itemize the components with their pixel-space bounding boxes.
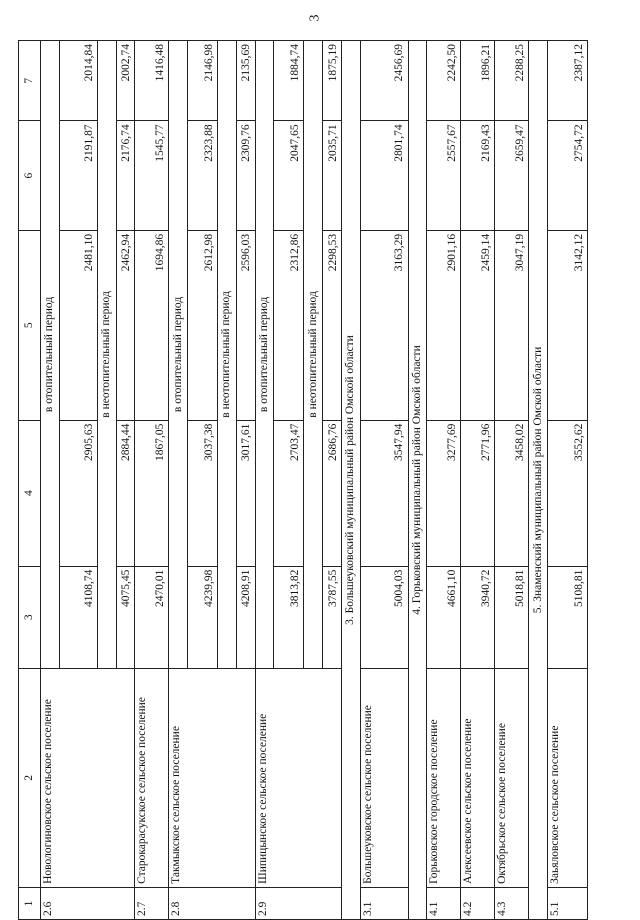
value-cell: 3787,55 (323, 566, 342, 668)
value-cell: 3458,02 (495, 420, 529, 566)
col-header-5: 5 (19, 230, 41, 420)
value-cell: 3547,94 (360, 420, 408, 566)
page-number: 3 (307, 14, 323, 22)
row-name: Октябрьское сельское поселение (495, 668, 529, 887)
value-cell: 2901,16 (427, 230, 461, 420)
row-id: 2.7 (135, 887, 169, 919)
period-label: в неотопительный период (97, 41, 116, 669)
section-row (341, 41, 360, 920)
header-row (19, 41, 41, 920)
value-cell: 4108,74 (59, 566, 97, 668)
row-name: Такмыкское сельское поселение (169, 668, 255, 887)
value-cell: 2459,14 (461, 230, 495, 420)
value-cell: 2612,98 (188, 230, 218, 420)
value-cell: 3047,19 (495, 230, 529, 420)
value-cell: 2169,43 (461, 121, 495, 231)
value-cell: 2905,63 (59, 420, 97, 566)
row-id: 5.1 (548, 887, 588, 919)
value-cell: 4208,91 (236, 566, 255, 668)
value-cell: 2014,84 (59, 41, 97, 121)
period-label: в отопительный период (255, 41, 274, 669)
col-header-3: 3 (19, 566, 41, 668)
table-row (360, 41, 408, 920)
value-cell: 5018,81 (495, 566, 529, 668)
row-id: 2.6 (41, 887, 135, 919)
row-name: Алексеевское сельское поселение (461, 668, 495, 887)
value-cell: 1545,77 (135, 121, 169, 231)
value-cell: 2884,44 (116, 420, 135, 566)
tariff-table-rotated (18, 40, 588, 920)
table-row (548, 41, 588, 920)
row-name: Горьковское городское поселение (427, 668, 461, 887)
value-cell: 1884,74 (274, 41, 304, 121)
value-cell: 2288,25 (495, 41, 529, 121)
period-label: в отопительный период (169, 41, 188, 669)
value-cell: 2191,87 (59, 121, 97, 231)
tariff-table (18, 40, 588, 920)
value-cell: 1416,48 (135, 41, 169, 121)
col-header-2: 2 (19, 668, 41, 887)
period-label: в неотопительный период (218, 41, 237, 669)
table-row (169, 41, 188, 920)
value-cell: 2146,98 (188, 41, 218, 121)
value-cell: 2557,67 (427, 121, 461, 231)
value-cell: 2686,76 (323, 420, 342, 566)
table-row (427, 41, 461, 920)
value-cell: 2312,86 (274, 230, 304, 420)
value-cell: 2135,69 (236, 41, 255, 121)
col-header-6: 6 (19, 121, 41, 231)
value-cell: 5108,81 (548, 566, 588, 668)
value-cell: 3163,29 (360, 230, 408, 420)
table-row (41, 41, 60, 920)
value-cell: 2035,71 (323, 121, 342, 231)
value-cell: 2456,69 (360, 41, 408, 121)
table-row (135, 41, 169, 920)
period-label: в отопительный период (41, 41, 60, 669)
section-row (408, 41, 427, 920)
value-cell: 2481,10 (59, 230, 97, 420)
value-cell: 2754,72 (548, 121, 588, 231)
value-cell: 2703,47 (274, 420, 304, 566)
value-cell: 4239,98 (188, 566, 218, 668)
section-title: 5. Знаменский муниципальный район Омской области (529, 41, 548, 920)
value-cell: 2047,65 (274, 121, 304, 231)
value-cell: 1867,05 (135, 420, 169, 566)
value-cell: 2596,03 (236, 230, 255, 420)
value-cell: 3813,82 (274, 566, 304, 668)
value-cell: 2659,47 (495, 121, 529, 231)
row-id: 3.1 (360, 887, 408, 919)
value-cell: 5004,03 (360, 566, 408, 668)
col-header-1: 1 (19, 887, 41, 919)
section-title: 4. Горьковский муниципальный район Омской области (408, 41, 427, 920)
value-cell: 2387,12 (548, 41, 588, 121)
value-cell: 3142,12 (548, 230, 588, 420)
value-cell: 2242,50 (427, 41, 461, 121)
row-name: Шипицынское сельское поселение (255, 668, 341, 887)
row-name: Старокарасукское сельское поселение (135, 668, 169, 887)
col-header-7: 7 (19, 41, 41, 121)
row-id: 4.2 (461, 887, 495, 919)
period-label: в неотопительный период (304, 41, 323, 669)
row-name: Заьяловское сельское поселение (548, 668, 588, 887)
table-row (461, 41, 495, 920)
row-id: 2.8 (169, 887, 255, 919)
row-id: 4.3 (495, 887, 529, 919)
section-title: 3. Большеуковский муниципальный район Омской области (341, 41, 360, 920)
row-name: Новологиновское сельское поселение (41, 668, 135, 887)
value-cell: 1875,19 (323, 41, 342, 121)
value-cell: 2771,96 (461, 420, 495, 566)
value-cell: 2462,94 (116, 230, 135, 420)
value-cell: 3037,38 (188, 420, 218, 566)
value-cell: 2176,74 (116, 121, 135, 231)
value-cell: 4075,45 (116, 566, 135, 668)
value-cell: 3017,61 (236, 420, 255, 566)
row-id: 2.9 (255, 887, 341, 919)
row-id: 4.1 (427, 887, 461, 919)
value-cell: 1896,21 (461, 41, 495, 121)
col-header-4: 4 (19, 420, 41, 566)
value-cell: 4661,10 (427, 566, 461, 668)
table-row (495, 41, 529, 920)
value-cell: 3940,72 (461, 566, 495, 668)
value-cell: 1694,86 (135, 230, 169, 420)
value-cell: 3552,62 (548, 420, 588, 566)
value-cell: 3277,69 (427, 420, 461, 566)
value-cell: 2298,53 (323, 230, 342, 420)
table-row (255, 41, 274, 920)
value-cell: 2801,74 (360, 121, 408, 231)
value-cell: 2002,74 (116, 41, 135, 121)
value-cell: 2470,01 (135, 566, 169, 668)
value-cell: 2323,88 (188, 121, 218, 231)
value-cell: 2309,76 (236, 121, 255, 231)
row-name: Большеуковское сельское поселение (360, 668, 408, 887)
section-row (529, 41, 548, 920)
